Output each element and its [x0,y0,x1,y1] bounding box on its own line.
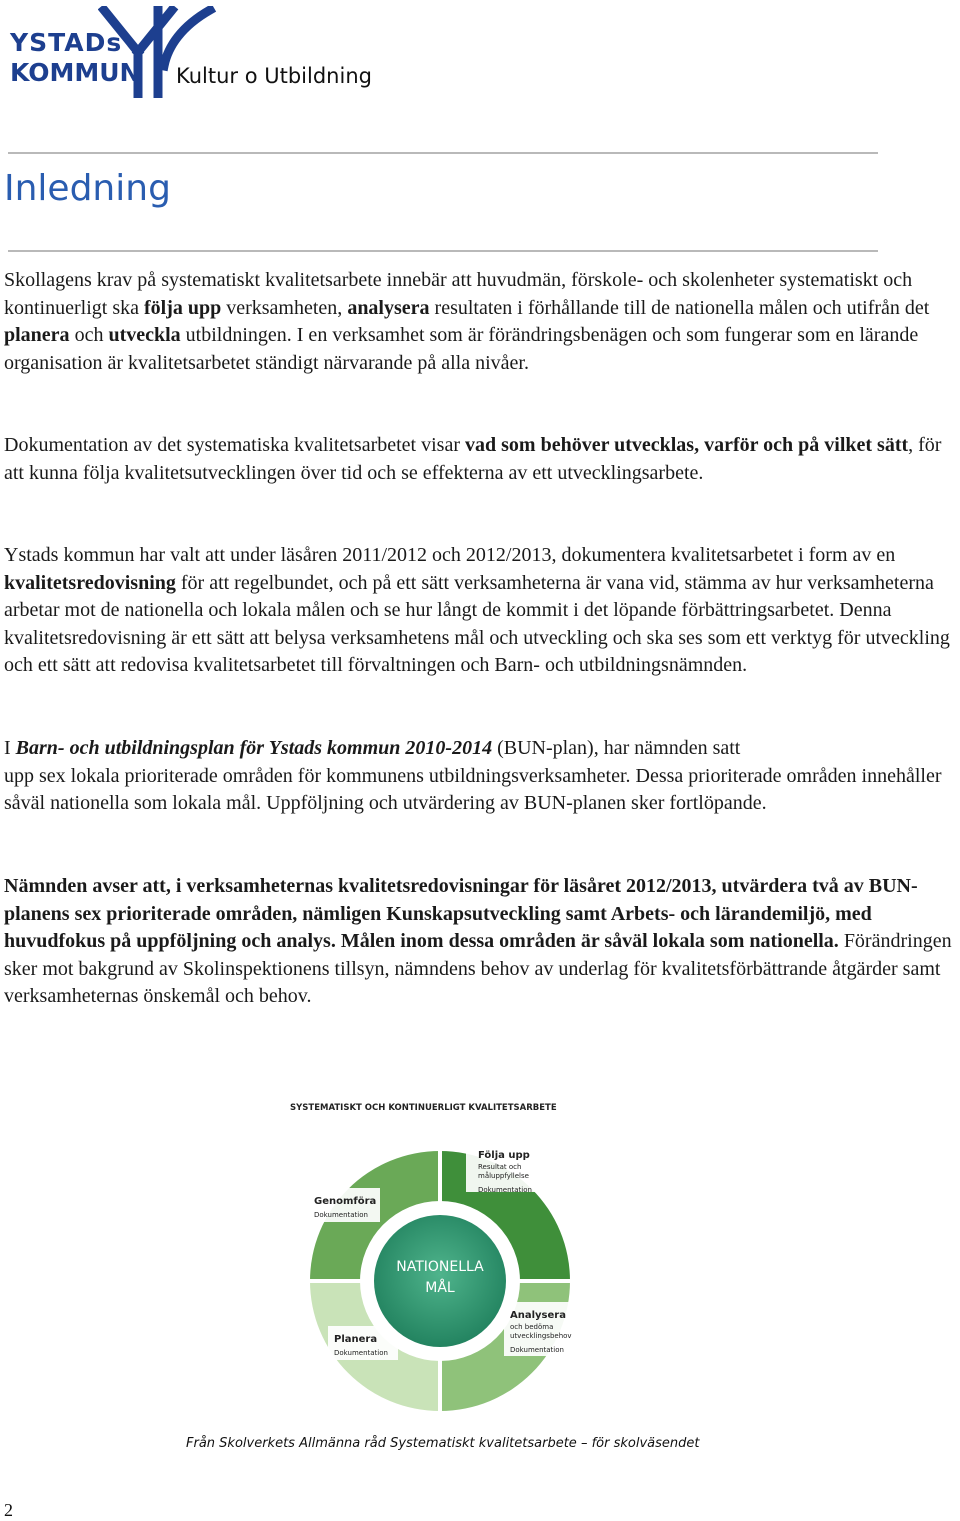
paragraph-documentation [4,432,956,487]
text-run: I [4,737,16,759]
label-planera-title: Planera [334,1334,378,1345]
center-label-line2: MÅL [425,1280,455,1296]
label-analysera-line1: och bedöma [510,1323,554,1331]
text-run: verksamheten, [221,296,348,319]
paragraph-intro [4,267,956,377]
text-run: Förändringen sker mot bakgrund av Skolinspektionens tillsyn, nämndens behov av underlag för kvalitetsförbättrande åtgärder samt verksamheternas önskemål och behov. [4,930,952,1008]
paragraph-ystad-choice [4,542,956,680]
text-run: upp sex lokala prioriterade områden för kommunens utbildningsverksamheter. Dessa prioriterade områden innehåller såväl nationella som lokala mål. Uppföljning och utvärdering av BUN-planen sker fortlöpande. [4,764,942,815]
text-run: för att regelbundet, och på ett sätt verksamheterna är vana vid, stämma av hur verksamheterna arbetar mot de nationella och lokala målen och se hur långt de kommit i det löpande förbättringsarbetet. Denna kvalitetsredovisning är ett sätt att belysa verksamhetens mål och utveckling och ska ses som ett verktyg för utveckling och ett sätt att redovisa kvalitetsarbetet till förvaltningen och Barn- och utbildningsnämnden. [4,571,950,677]
center-label-line1: NATIONELLA [396,1259,484,1275]
text-run: Skollagens krav på systematiskt kvalitetsarbete innebär att huvudmän, förskole- och skolenheter systematiskt och kontinuerligt ska [4,269,913,319]
paragraph-bun-plan [4,735,956,818]
label-analysera-title: Analysera [510,1310,566,1321]
diagram-caption: Från Skolverkets Allmänna råd Systematiskt kvalitetsarbete – för skolväsendet [186,1436,700,1451]
logo-tagline: Kultur o Utbildning [176,64,372,88]
text-run: (BUN-plan), har nämnden satt [492,737,741,759]
text-run: Ystads kommun har valt att under läsåren 2011/2012 och 2012/2013, dokumentera kvalitetsarbetet i form av en [4,544,896,566]
title-divider [8,250,878,252]
cycle-diagram-graphic [280,1096,680,1426]
page-number: 2 [4,1500,13,1520]
bold-text: kvalitetsredovisning [4,571,176,594]
label-genomfora-title: Genomföra [314,1196,377,1207]
text-run: , för att kunna följa kvalitetsutvecklingen över tid och se effekterna av ett utvecklingsarbete. [4,434,942,484]
bold-text: planera [4,324,70,347]
quality-work-cycle-diagram [280,1096,680,1426]
label-planera-line1: Dokumentation [334,1349,388,1357]
label-analysera-line3: Dokumentation [510,1346,564,1354]
label-analysera-line2: utvecklingsbehov [510,1332,572,1340]
logo-text-ystads: YSTADs [10,28,123,57]
text-run: Dokumentation av det systematiska kvalitetsarbetet visar [4,434,465,456]
label-folja-upp-line2: måluppfyllelse [478,1172,529,1180]
page-title: Inledning [4,168,171,209]
header-divider [8,152,878,154]
label-folja-upp-line3: Dokumentation [478,1186,532,1194]
bold-italic-text: Barn- och utbildningsplan för Ystads kommun 2010-2014 [15,737,493,759]
label-folja-upp-line1: Resultat och [478,1163,522,1171]
label-genomfora-line1: Dokumentation [314,1211,368,1219]
paragraph-committee [4,873,956,1011]
bold-text: följa upp [143,296,222,319]
logo-text-kommun: KOMMUN [10,58,141,87]
text-run: och [69,324,109,347]
municipality-logo [6,4,406,100]
text-run: resultaten i förhållande till de nationella målen och utifrån det [429,296,930,319]
bold-text: utveckla [108,324,181,347]
bold-text: Nämnden avser att, i verksamheternas kvalitetsredovisningar för läsåret 2012/2013, utvärdera två av BUN-planens sex prioriterade områden, nämligen Kunskapsutveckling samt Arbets- och lärandemiljö, med huvudfokus på uppföljning och analys. Målen inom dessa områden är såväl lokala som nationella. [4,875,918,953]
bold-text: vad som behöver utvecklas, varför och på vilket sätt [465,434,909,456]
text-run: utbildningen. I en verksamhet som är förändringsbenägen och som fungerar som en lärande organisation är kvalitetsarbetet ständigt närvarande på alla nivåer. [4,324,919,374]
bold-text: analysera [347,296,430,319]
label-folja-upp-title: Följa upp [478,1150,530,1161]
diagram-title: SYSTEMATISKT OCH KONTINUERLIGT KVALITETSARBETE [290,1103,557,1113]
